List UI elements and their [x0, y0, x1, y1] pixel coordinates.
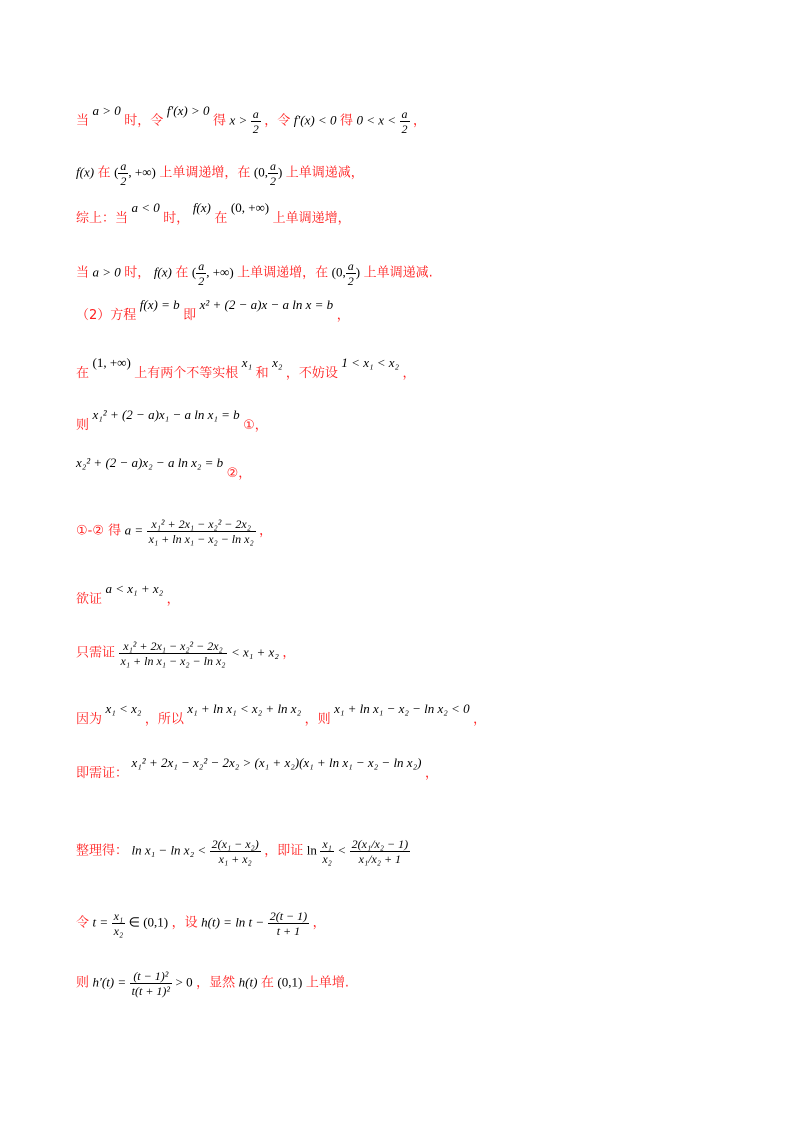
text-line-6 — [76, 355, 416, 381]
text: 在 — [175, 265, 189, 281]
fraction: $\frac{a}{2}$ — [269, 159, 276, 188]
text: 在 — [76, 366, 90, 381]
fraction: $\frac{a}{2}$ — [252, 107, 259, 136]
formula: (0, — [331, 264, 346, 280]
formula: f(x) — [153, 264, 172, 280]
text: ， — [473, 712, 487, 727]
text: ， — [166, 592, 180, 607]
formula: 1 < x₁ < x₂ — [341, 355, 400, 370]
text: 当 — [76, 113, 90, 129]
fraction: $\frac{\text{x₁}}{\text{x₂}}$ — [113, 909, 124, 938]
text: 因为 — [76, 712, 103, 727]
formula: x₂² + (2 − a)x₂ − a ln x₂ = b — [76, 455, 224, 470]
text: 欲证 — [76, 592, 103, 607]
text: ，则 — [304, 712, 331, 727]
formula: x² + (2 − a)x − a ln x = b — [199, 297, 334, 312]
text-line-12 — [76, 701, 487, 727]
text: ①-② 得 — [76, 523, 122, 539]
formula: a < 0 — [131, 200, 160, 215]
formula: 0 < x < — [356, 112, 397, 128]
fraction: $\frac{\text{2(x₁ − x₂)}}{\text{x₁ + x₂}}$ — [211, 837, 259, 866]
text: ，不妨设 — [285, 366, 338, 381]
text-line-15 — [76, 910, 326, 937]
text: 则 — [76, 418, 90, 433]
formula: a > 0 — [92, 264, 121, 280]
text: ，显然 — [196, 975, 236, 991]
text: 时， — [124, 265, 151, 281]
text: 上单增. — [305, 975, 349, 991]
text: ， — [259, 523, 273, 539]
text-line-1 — [76, 102, 427, 136]
text-line-5 — [76, 297, 350, 323]
formula: x > — [229, 112, 248, 128]
text: 时，令 — [124, 113, 164, 129]
text: ， — [402, 366, 416, 381]
text: 令 — [76, 915, 90, 931]
fraction: $\frac{a}{2}$ — [347, 259, 354, 288]
formula: a < x₁ + x₂ — [105, 581, 164, 596]
formula: , +∞) — [128, 164, 156, 180]
fraction: $\frac{\text{(t − 1)²}}{\text{t(t + 1)²}}$ — [131, 969, 171, 998]
text-line-2 — [76, 160, 364, 187]
formula: x₁ — [241, 355, 253, 370]
text-line-10 — [76, 581, 180, 607]
formula: x₁² + (2 − a)x₁ − a ln x₁ = b — [92, 407, 240, 422]
fraction: $\frac{a}{2}$ — [198, 259, 205, 288]
text: 整理得： — [76, 843, 129, 859]
fraction: $\frac{a}{2}$ — [120, 159, 127, 188]
text: 上单调递减， — [285, 165, 364, 181]
fraction: $\frac{2(t - 1)}{t + 1}$ — [269, 909, 308, 938]
text: 只需证 — [76, 645, 116, 661]
text: 在 — [97, 165, 111, 181]
text: ， — [282, 645, 296, 661]
formula: ∈ (0,1) — [128, 914, 169, 930]
formula: ln x₁ − ln x₂ < — [131, 842, 207, 858]
text-line-4 — [76, 260, 433, 287]
text: （2）方程 — [76, 308, 137, 323]
formula: (1, +∞) — [92, 355, 131, 370]
text-line-16 — [76, 970, 349, 997]
formula: (0, +∞) — [230, 200, 270, 215]
text-line-9 — [76, 518, 272, 545]
text: 上单调递增，在 — [159, 165, 251, 181]
formula: a = — [124, 522, 144, 538]
formula: f(x) — [76, 164, 95, 180]
formula: < x₁ + x₂ — [230, 644, 279, 660]
text: 则 — [76, 975, 90, 991]
text: ①， — [243, 418, 268, 433]
text: 时， — [163, 211, 190, 226]
formula: < — [337, 842, 347, 858]
text: 即 — [183, 308, 197, 323]
text: ， — [424, 766, 438, 781]
text: ， — [312, 915, 326, 931]
formula: ( — [114, 164, 119, 180]
formula: h′(t) = — [92, 974, 127, 990]
formula: f′(x) > 0 — [166, 102, 210, 118]
formula: ln — [306, 842, 317, 858]
text-line-3 — [76, 200, 351, 226]
text: 即需证： — [76, 766, 129, 781]
text: ，所以 — [144, 712, 184, 727]
formula: x₂ — [272, 355, 283, 370]
text: 上单调递增， — [272, 211, 351, 226]
formula: (0, — [253, 164, 268, 180]
text: 得 — [212, 113, 226, 129]
text-line-8 — [76, 455, 252, 481]
formula: a > 0 — [92, 102, 121, 118]
formula: > 0 — [175, 974, 193, 990]
text: 和 — [255, 366, 269, 381]
formula: ) — [277, 164, 283, 180]
text: ，令 — [264, 113, 291, 129]
text: 得 — [339, 113, 353, 129]
text: ②， — [226, 466, 252, 481]
text: ， — [413, 113, 427, 129]
text: 上有两个不等实根 — [134, 366, 239, 381]
formula: , +∞) — [206, 264, 234, 280]
text: ，设 — [171, 915, 198, 931]
formula: x₁² + 2x₁ − x₂² − 2x₂ > (x₁ + x₂)(x₁ + ln x₁ − x₂ − ln x₂) — [131, 755, 422, 770]
fraction: $\frac{a}{2}$ — [401, 107, 408, 136]
fraction: $\frac{\text{x₁² + 2x₁ − x₂² − 2x₂}}{\text{x₁ + ln x₁ − x₂ − ln x₂}}$ — [120, 639, 226, 668]
fraction: $\frac{\text{x₁² + 2x₁ − x₂² − 2x₂}}{\text{x₁ + ln x₁ − x₂ − ln x₂}}$ — [148, 517, 254, 546]
formula: x₁ + ln x₁ − x₂ − ln x₂ < 0 — [334, 701, 470, 716]
text: 上单调递减. — [363, 265, 433, 281]
formula: h(t) = ln t − — [201, 914, 265, 930]
formula: f′(x) < 0 — [293, 112, 337, 128]
fraction: $\frac{\text{x₁}}{\text{x₂}}$ — [322, 837, 332, 866]
formula: t = — [92, 914, 109, 930]
text-line-13 — [76, 755, 438, 781]
formula: (0,1) — [277, 974, 303, 990]
text: 在 — [214, 211, 228, 226]
text: 在 — [260, 975, 274, 991]
text-line-11 — [76, 640, 295, 667]
text-line-7 — [76, 407, 268, 433]
text: 上单调递增，在 — [237, 265, 329, 281]
text-line-14 — [76, 838, 410, 865]
text: ， — [336, 308, 350, 323]
formula: f(x) = b — [139, 297, 180, 312]
formula: x₁ < x₂ — [105, 701, 142, 716]
text: ，即证 — [264, 843, 304, 859]
formula: ) — [355, 264, 361, 280]
formula: h(t) — [238, 974, 258, 990]
fraction: $\frac{\text{2(x₁/x₂ − 1)}}{\text{x₁/x₂ + 1}}$ — [351, 837, 409, 866]
formula: ( — [191, 264, 197, 280]
text: 综上：当 — [76, 211, 129, 226]
formula: x₁ + ln x₁ < x₂ + ln x₂ — [187, 701, 302, 716]
text: 当 — [76, 265, 90, 281]
formula: f(x) — [192, 200, 211, 215]
